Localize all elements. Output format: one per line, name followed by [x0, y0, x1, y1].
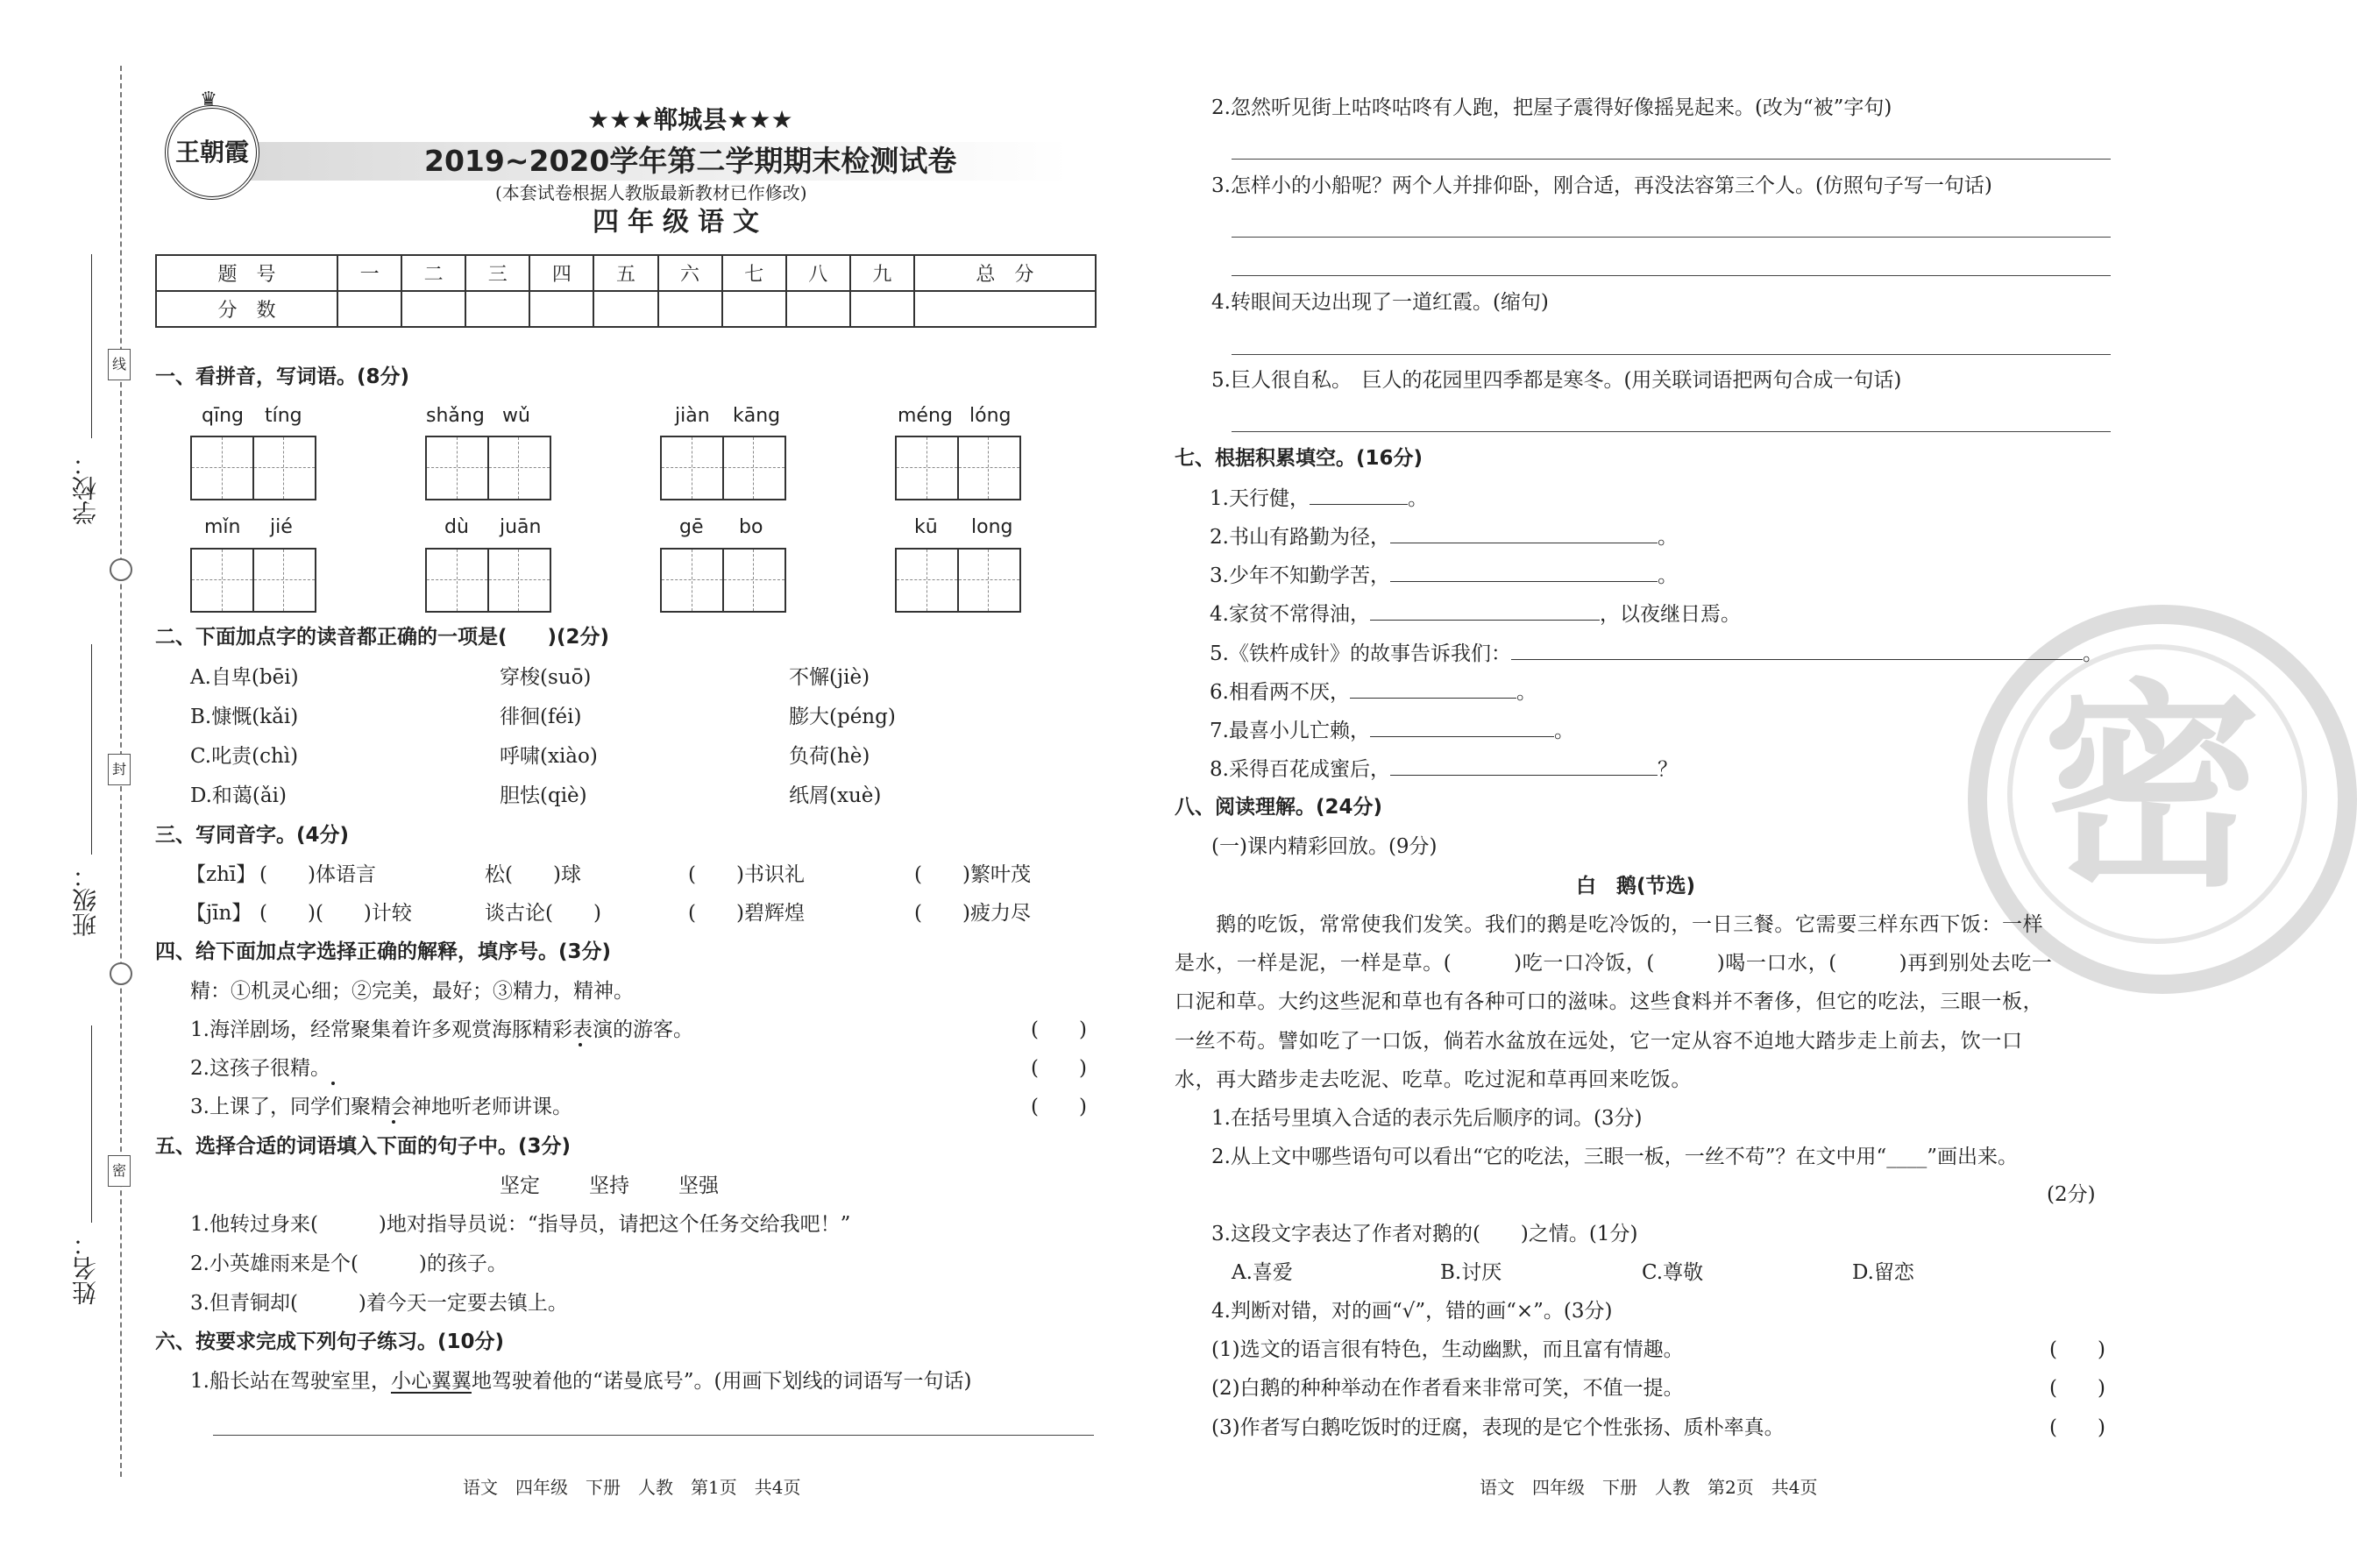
writing-box[interactable] — [190, 548, 316, 613]
homophone-item[interactable]: ( )体语言 — [259, 863, 376, 886]
homophone-key: 【zhī】 — [186, 863, 257, 886]
fill-item[interactable]: 4.家贫不常得油， ，以夜继日焉。 — [1210, 600, 1741, 628]
pinyin: wǔ — [502, 405, 530, 427]
option-text: 徘徊(féi) — [500, 706, 582, 728]
binding-mark-mi: 密 — [108, 1155, 131, 1187]
binding-mark-xian: 线 — [108, 349, 131, 380]
passage-line: 水，再大踏步走去吃泥、吃草。吃过泥和草再回来吃饭。 — [1175, 1068, 1692, 1091]
score-cell[interactable] — [786, 291, 850, 327]
homophone-item[interactable]: ( )繁叶茂 — [914, 863, 1031, 886]
score-cell[interactable] — [401, 291, 465, 327]
class-field[interactable] — [91, 644, 92, 855]
homophone-item[interactable]: ( )书识礼 — [688, 863, 805, 886]
option-text: C.叱责(chì) — [190, 745, 299, 768]
binding-ornament — [110, 558, 132, 581]
word-choice: 坚持 — [589, 1174, 629, 1197]
section-3-title: 三、写同音字。(4分) — [155, 824, 350, 847]
question-text: 2.忽然听见街上咕咚咕咚有人跑，把屋子震得好像摇晃起来。(改为“被”字句) — [1211, 96, 1892, 119]
fill-item[interactable]: 1.天行健， 。 — [1210, 485, 1428, 512]
pinyin: juān — [500, 516, 542, 538]
section-8-title: 八、阅读理解。(24分) — [1175, 796, 1383, 819]
question-text: 4.判断对错，对的画“√”，错的画“×”。(3分) — [1211, 1300, 1613, 1323]
pinyin: méng — [898, 405, 953, 427]
page-footer-right: 语文 四年级 下册 人教 第2页 共4页 — [1480, 1477, 1818, 1498]
choice-option[interactable]: D.留恋 — [1852, 1261, 1914, 1284]
question-text: 3.上课了，同学们聚精会神地听老师讲课。 — [190, 1096, 572, 1118]
score-cell[interactable] — [658, 291, 722, 327]
score-header-cell: 二 — [401, 255, 465, 291]
writing-box[interactable] — [895, 548, 1021, 613]
writing-box[interactable] — [190, 436, 316, 500]
subsection-title: (一)课内精彩回放。(9分) — [1211, 835, 1438, 858]
option-text: A.自卑(bēi) — [190, 666, 299, 689]
option-text: 呼啸(xiào) — [500, 745, 598, 768]
pinyin: long — [971, 516, 1013, 538]
score-header-cell: 八 — [786, 255, 850, 291]
option-text: 胆怯(qiè) — [500, 784, 587, 807]
q1-suffix: 地驾驶着他的“诺曼底号”。(用画下划线的词语写一句话) — [471, 1370, 972, 1393]
question-text: 2.从上文中哪些语句可以看出“它的吃法，三眼一板，一丝不苟”？在文中用“____”画出来。 — [1211, 1146, 2018, 1168]
pinyin: kū — [914, 516, 938, 538]
question-text: 1.他转过身来( )地对指导员说：“指导员，请把这个任务交给我吧！” — [190, 1213, 851, 1236]
writing-box[interactable] — [660, 436, 786, 500]
watermark-char: 密 — [2042, 661, 2261, 916]
judge-item: (3)作者写白鹅吃饭时的迂腐，表现的是它个性张扬、质朴率真。 — [1211, 1416, 1785, 1439]
subject-title: 四年级语文 — [593, 207, 768, 238]
question-text: 3.怎样小的小船呢？两个人并排仰卧，刚合适，再没法容第三个人。(仿照句子写一句话) — [1211, 174, 1992, 197]
writing-box[interactable] — [660, 548, 786, 613]
judge-item: (1)选文的语言很有特色，生动幽默，而且富有情趣。 — [1211, 1338, 1684, 1361]
answer-paren[interactable]: ( ) — [2049, 1377, 2105, 1400]
binding-ornament — [110, 962, 132, 985]
pinyin: qīng — [202, 405, 244, 427]
answer-paren[interactable]: ( ) — [1031, 1096, 1087, 1118]
word-choice: 坚强 — [678, 1174, 719, 1197]
writing-box[interactable] — [425, 436, 551, 500]
emphasis-dot — [331, 1082, 335, 1085]
answer-paren[interactable]: ( ) — [2049, 1338, 2105, 1361]
question-text: 3.这段文字表达了作者对鹅的( )之情。(1分) — [1211, 1223, 1638, 1245]
school-field[interactable] — [91, 254, 92, 438]
answer-line[interactable] — [1232, 159, 2111, 160]
writing-box[interactable] — [895, 436, 1021, 500]
score-cell[interactable] — [850, 291, 914, 327]
choice-option[interactable]: A.喜爱 — [1232, 1261, 1293, 1284]
homophone-item[interactable]: ( )疲力尽 — [914, 902, 1031, 925]
choice-option[interactable]: C.尊敬 — [1642, 1261, 1704, 1284]
score-row-label: 分 数 — [156, 291, 337, 327]
option-text: 穿梭(suō) — [500, 666, 592, 689]
homophone-item[interactable]: ( )( )计较 — [259, 902, 412, 925]
name-field[interactable] — [91, 1025, 92, 1223]
score-cell[interactable] — [337, 291, 401, 327]
q1-underlined-word: 小心翼翼 — [390, 1370, 472, 1393]
question-text: 4.转眼间天边出现了一道红霞。(缩句) — [1211, 291, 1549, 314]
fill-item[interactable]: 8.采得百花成蜜后， ？ — [1210, 756, 1678, 783]
binding-mark-feng: 封 — [108, 754, 131, 785]
question-text: 3.但青铜却( )着今天一定要去镇上。 — [190, 1292, 568, 1315]
pinyin: gē — [679, 516, 704, 538]
pinyin: jiàn — [675, 405, 710, 427]
score-header-cell: 四 — [529, 255, 593, 291]
class-label: 班级： — [71, 863, 100, 937]
school-label: 学校： — [71, 451, 100, 525]
homophone-item[interactable]: ( )碧辉煌 — [688, 902, 805, 925]
fill-item[interactable]: 6.相看两不厌， 。 — [1210, 678, 1537, 706]
score-header-cell: 一 — [337, 255, 401, 291]
fill-item[interactable]: 3.少年不知勤学苦， 。 — [1210, 562, 1678, 589]
score-cell[interactable] — [722, 291, 786, 327]
score-header-cell: 三 — [465, 255, 529, 291]
passage-line: 口泥和草。大约这些泥和草也有各种可口的滋味。这些食料并不奢侈，但它的吃法，三眼一板， — [1175, 990, 2044, 1013]
passage-line: 一丝不苟。譬如吃了一口饭，倘若水盆放在远处，它一定从容不迫地大踏步走上前去，饮一口 — [1175, 1030, 2023, 1053]
score-cell[interactable] — [465, 291, 529, 327]
writing-box[interactable] — [425, 548, 551, 613]
score-header-cell: 五 — [593, 255, 657, 291]
score-header-cell: 总 分 — [914, 255, 1096, 291]
pinyin: dù — [444, 516, 469, 538]
option-text: 膨大(péng) — [789, 706, 896, 728]
section-6-title: 六、按要求完成下列句子练习。(10分) — [155, 1330, 505, 1353]
fill-item[interactable]: 5.《铁杵成针》的故事告诉我们： 。 — [1210, 640, 2103, 667]
fill-item[interactable]: 7.最喜小儿亡赖， 。 — [1210, 717, 1574, 744]
score-header-cell: 六 — [658, 255, 722, 291]
option-text: 纸屑(xuè) — [789, 784, 882, 807]
pinyin: lóng — [969, 405, 1012, 427]
score-header-cell: 九 — [850, 255, 914, 291]
crown-icon: ♛ — [200, 89, 217, 110]
pinyin: tíng — [265, 405, 302, 427]
score-cell[interactable] — [529, 291, 593, 327]
question-text: 2.这孩子很精。 — [190, 1057, 330, 1080]
score-cell[interactable] — [593, 291, 657, 327]
section-5-title: 五、选择合适的词语填入下面的句子中。(3分) — [155, 1135, 572, 1158]
option-text: D.和蔼(ǎi) — [190, 784, 287, 807]
question-score: (2分) — [2047, 1183, 2096, 1206]
name-label: 姓名： — [71, 1231, 100, 1305]
section-2-title: 二、下面加点字的读音都正确的一项是( )(2分) — [155, 626, 610, 649]
pinyin: kāng — [733, 405, 781, 427]
option-text: 不懈(jiè) — [789, 666, 870, 689]
section-1-title: 一、看拼音，写词语。(8分) — [155, 365, 410, 388]
judge-item: (2)白鹅的种种举动在作者看来非常可笑，不值一提。 — [1211, 1377, 1684, 1400]
answer-paren[interactable]: ( ) — [2049, 1416, 2105, 1439]
exam-title: 2019~2020学年第二学期期末检测试卷 — [424, 144, 957, 178]
answer-line[interactable] — [1232, 275, 2111, 276]
emphasis-dot — [392, 1120, 395, 1124]
passage-line: 鹅的吃饭，常常使我们发笑。我们的鹅是吃冷饭的，一日三餐。它需要三样东西下饭：一样 — [1175, 913, 2044, 936]
pinyin: bo — [739, 516, 763, 538]
section-7-title: 七、根据积累填空。(16分) — [1175, 447, 1423, 470]
answer-paren[interactable]: ( ) — [1031, 1057, 1087, 1080]
passage-line: 是水，一样是泥，一样是草。( )吃一口冷饭，( )喝一口水，( )再到别处去吃一 — [1175, 952, 2053, 975]
county-title: ★★★郸城县★★★ — [587, 105, 793, 134]
option-text: B.慷慨(kǎi) — [190, 706, 299, 728]
answer-line[interactable] — [1232, 237, 2111, 238]
answer-line[interactable] — [1232, 354, 2111, 355]
question-text: 2.小英雄雨来是个( )的孩子。 — [190, 1252, 508, 1275]
score-table — [155, 254, 1097, 328]
page-footer-left: 语文 四年级 下册 人教 第1页 共4页 — [463, 1477, 801, 1498]
question-text — [190, 1368, 971, 1394]
fill-item[interactable]: 2.书山有路勤为径， 。 — [1210, 523, 1678, 550]
choice-option[interactable]: B.讨厌 — [1440, 1261, 1502, 1284]
definition-text: 精：①机灵心细；②完美，最好；③精力，精神。 — [190, 980, 634, 1003]
answer-line[interactable] — [213, 1435, 1094, 1436]
section-4-title: 四、给下面加点字选择正确的解释，填序号。(3分) — [155, 940, 612, 963]
question-text: 1.在括号里填入合适的表示先后顺序的词。(3分) — [1211, 1107, 1643, 1130]
homophone-item[interactable]: 松( )球 — [485, 863, 581, 886]
emphasis-dot — [579, 1043, 582, 1047]
answer-paren[interactable]: ( ) — [1031, 1018, 1087, 1041]
homophone-item[interactable]: 谈古论( ) — [485, 902, 601, 925]
exam-subtitle: (本套试卷根据人教版最新教材已作修改) — [495, 182, 807, 203]
score-header-cell: 七 — [722, 255, 786, 291]
question-text: 5.巨人很自私。 巨人的花园里四季都是寒冬。(用关联词语把两句合成一句话) — [1211, 369, 1902, 392]
score-header-cell: 题 号 — [156, 255, 337, 291]
score-cell[interactable] — [914, 291, 1096, 327]
logo-badge: 王朝霞 — [165, 105, 259, 200]
pinyin: mǐn — [204, 516, 241, 538]
homophone-key: 【jīn】 — [186, 902, 252, 925]
pinyin: jié — [270, 516, 293, 538]
passage-title: 白 鹅(节选) — [1576, 875, 1696, 898]
answer-line[interactable] — [1232, 431, 2111, 432]
pinyin: shǎng — [426, 405, 485, 427]
option-text: 负荷(hè) — [789, 745, 870, 768]
word-choice: 坚定 — [500, 1174, 540, 1197]
question-text: 1.海洋剧场，经常聚集着许多观赏海豚精彩表演的游客。 — [190, 1018, 693, 1041]
q1-prefix: 1.船长站在驾驶室里， — [190, 1370, 391, 1393]
